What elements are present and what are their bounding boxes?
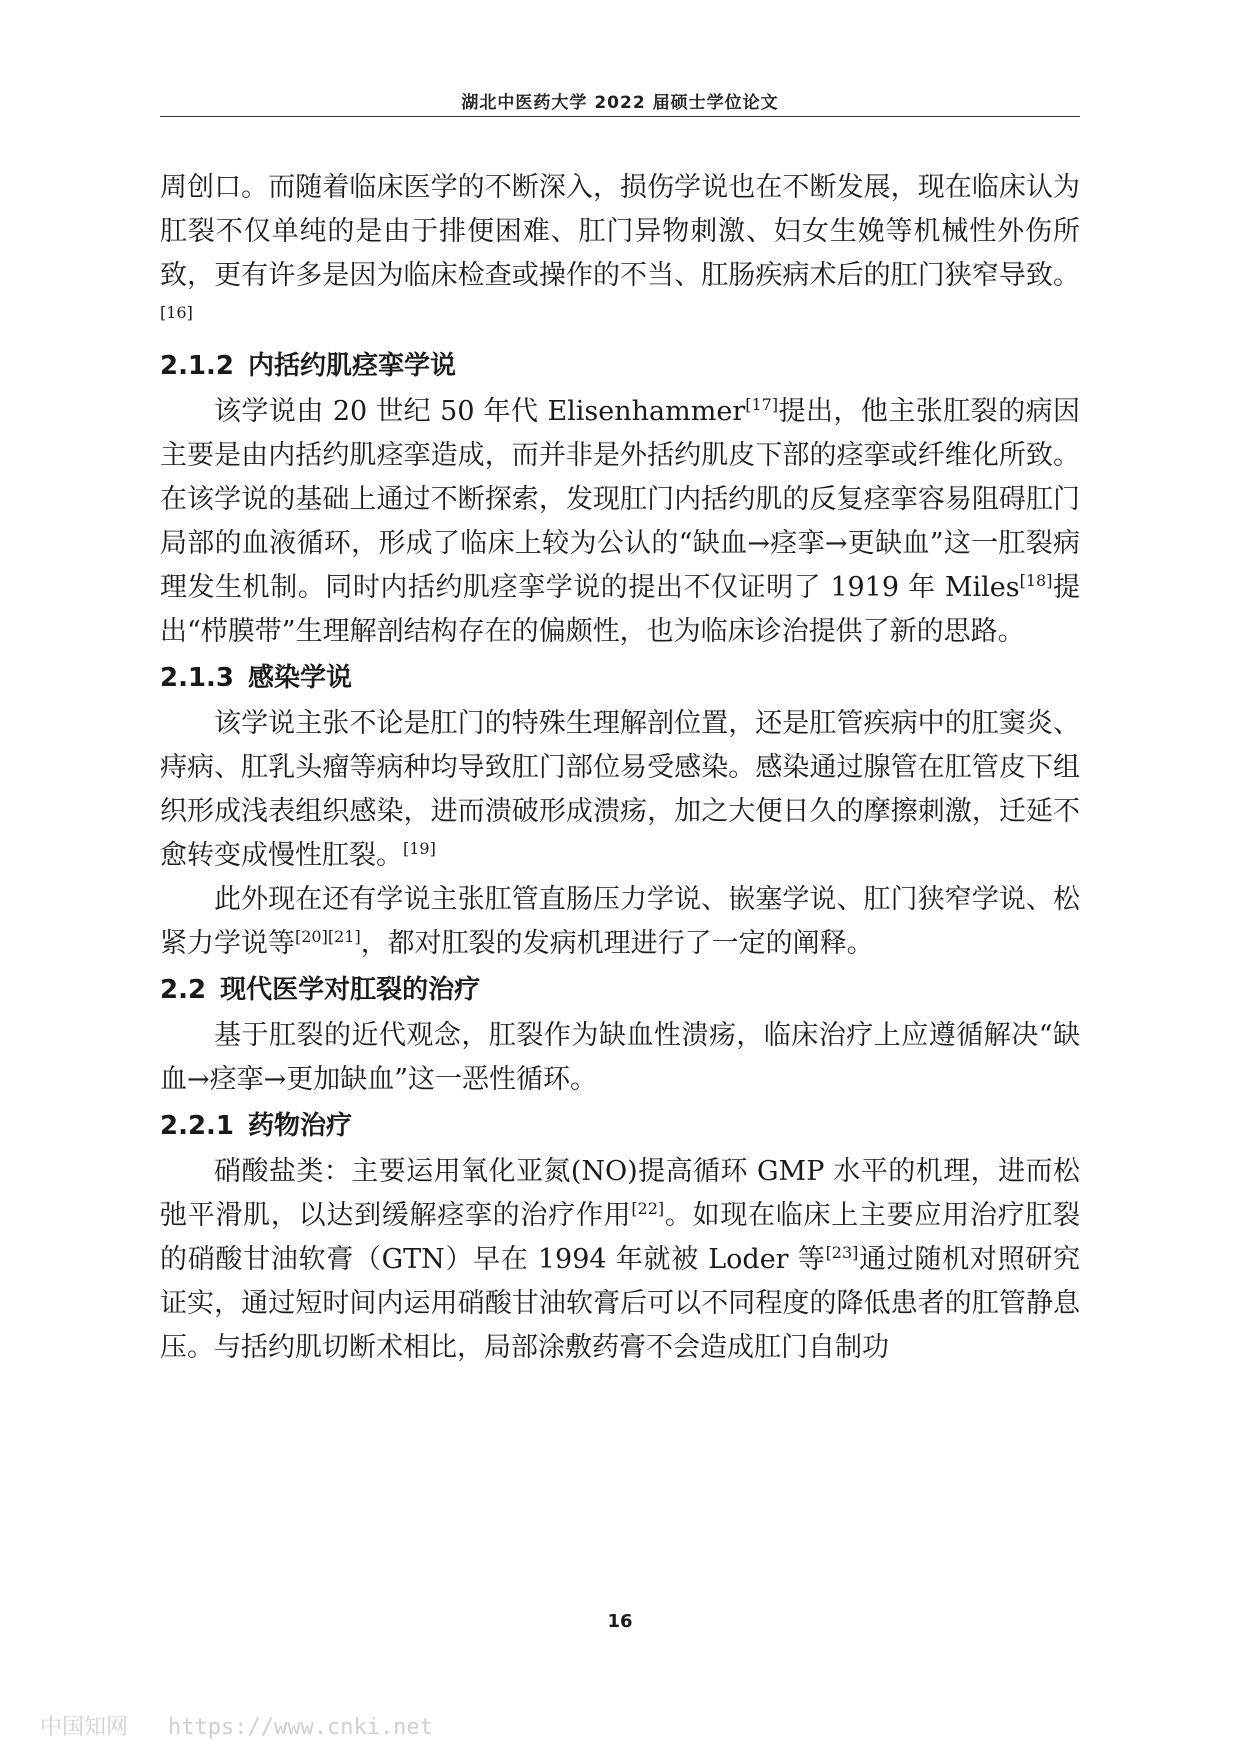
watermark-url: https://www.cnki.net [168,1715,433,1740]
paragraph-6-text-c: 通过随机对照研究证实，通过短时间内运用硝酸甘油软膏后可以不同程度的降低患者的肛管静息压。与括约肌切断术相比，局部涂敷药膏不会造成肛门自制功 [160,1244,1080,1363]
header-divider [160,116,1080,117]
paragraph-1 [160,166,1080,342]
paragraph-6 [160,1150,1080,1370]
page-body [160,166,1080,1370]
paragraph-4 [160,878,1080,966]
citation-ref[interactable]: [16] [160,303,193,322]
paragraph-2-text-c: 提出“栉膜带”生理解剖结构存在的偏颇性，也为临床诊治提供了新的思路。 [160,572,1081,647]
section-heading-2-1-2 [160,342,1080,390]
paragraph-4-text-a: 此外现在还有学说主张肛管直肠压力学说、嵌塞学说、肛门狭窄学说、松紧力学说等 [160,884,1080,959]
paragraph-2-text-a: 该学说由 20 世纪 50 年代 Elisenhammer [214,396,746,427]
citation-ref[interactable]: [23] [825,1243,859,1262]
paragraph-6-text-b: 。如现在临床上主要应用治疗肛裂的硝酸甘油软膏（GTN）早在 1994 年就被 Loder 等 [160,1200,1081,1275]
cnki-watermark [40,1710,433,1741]
citation-ref[interactable]: [20][21] [295,927,361,946]
citation-ref[interactable]: [22] [631,1199,665,1218]
section-number: 2.2.1 [160,1111,235,1141]
paragraph-5-text: 基于肛裂的近代观念，肛裂作为缺血性溃疡，临床治疗上应遵循解决“缺血→痉挛→更加缺血”这一恶性循环。 [160,1020,1080,1095]
paragraph-5 [160,1014,1080,1102]
page-number: 16 [607,1611,633,1632]
paragraph-3 [160,702,1080,878]
section-title: 现代医学对肛裂的治疗 [220,975,481,1005]
section-number: 2.1.3 [160,663,235,693]
citation-ref[interactable]: [17] [745,395,779,414]
paragraph-4-text-b: ，都对肛裂的发病机理进行了一定的阐释。 [360,928,874,959]
section-heading-2-2 [160,966,1080,1014]
section-number: 2.1.2 [160,351,235,381]
section-title: 感染学说 [248,663,353,693]
section-heading-2-2-1 [160,1102,1080,1150]
section-title: 内括约肌痉挛学说 [248,351,457,381]
section-number: 2.2 [160,975,207,1005]
paragraph-1-text: 周创口。而随着临床医学的不断深入，损伤学说也在不断发展，现在临床认为肛裂不仅单纯的是由于排便困难、肛门异物刺激、妇女生娩等机械性外伤所致，更有许多是因为临床检查或操作的不当、肛肠疾病术后的肛门狭窄导致。 [160,172,1080,291]
paragraph-2 [160,390,1080,654]
paragraph-6-text-a: 硝酸盐类：主要运用氧化亚氮(NO)提高循环 GMP 水平的机理，进而松弛平滑肌，以达到缓解痉挛的治疗作用 [160,1156,1080,1231]
citation-ref[interactable]: [19] [403,839,436,858]
citation-ref[interactable]: [18] [1019,571,1053,590]
paragraph-2-text-b: 提出，他主张肛裂的病因主要是由内括约肌痉挛造成，而并非是外括约肌皮下部的痉挛或纤维化所致。在该学说的基础上通过不断探索，发现肛门内括约肌的反复痉挛容易阻碍肛门局部的血液循环，形成了临床上较为公认的“缺血→痉挛→更缺血”这一肛裂病理发生机制。同时内括约肌痉挛学说的提出不仅证明了 1919 年 Miles [160,396,1081,603]
section-heading-2-1-3 [160,654,1080,702]
paragraph-3-text: 该学说主张不论是肛门的特殊生理解剖位置，还是肛管疾病中的肛窦炎、痔病、肛乳头瘤等病种均导致肛门部位易受感染。感染通过腺管在肛管皮下组织形成浅表组织感染，进而溃破形成溃疡，加之大便日久的摩擦刺激，迁延不愈转变成慢性肛裂。 [160,708,1080,871]
watermark-logo-text: 中国知网 [40,1715,129,1740]
section-title: 药物治疗 [248,1111,353,1141]
running-header: 湖北中医药大学 2022 届硕士学位论文 [461,93,779,113]
